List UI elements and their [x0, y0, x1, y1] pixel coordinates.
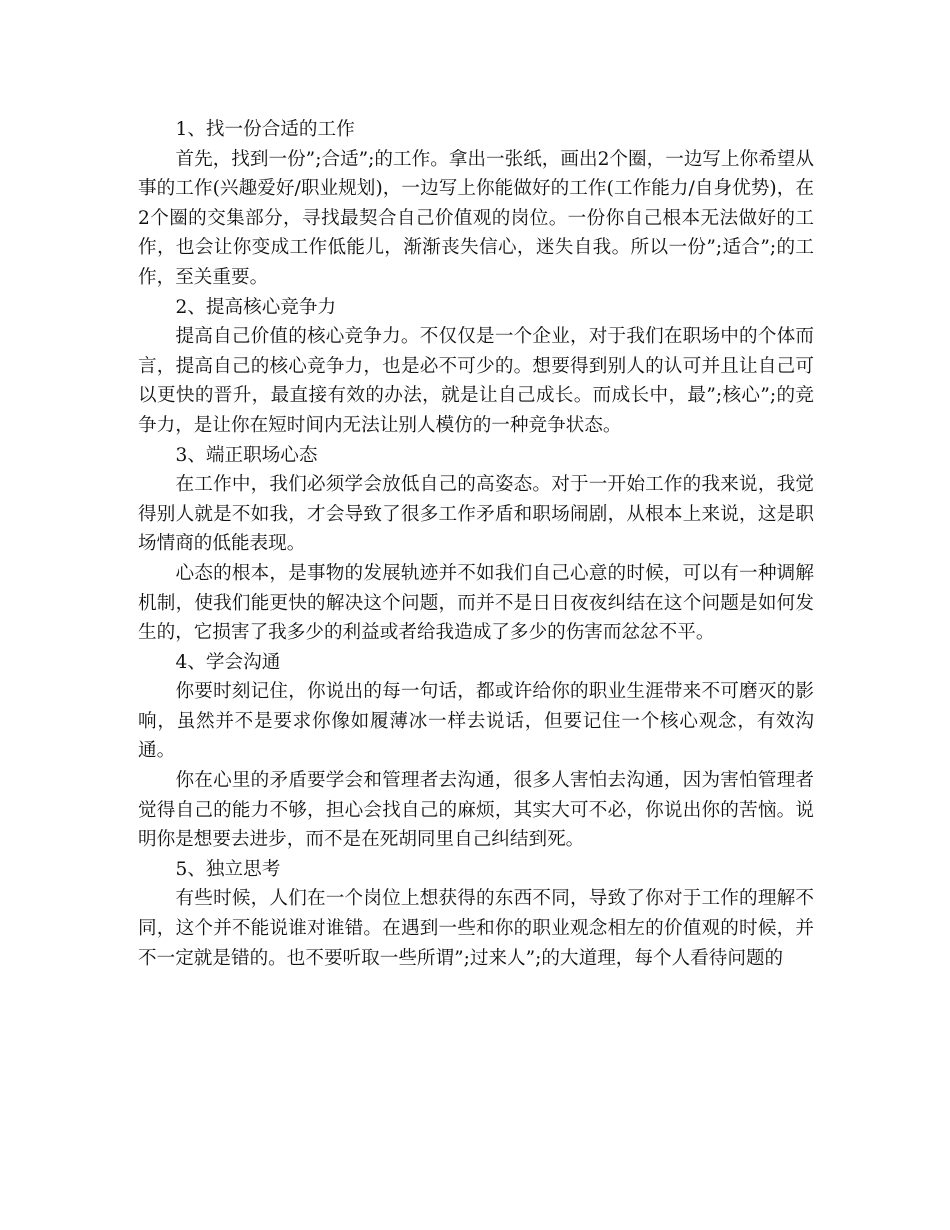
paragraph-mindset-root: 心态的根本，是事物的发展轨迹并不如我们自己心意的时候，可以有一种调解机制，使我们能更快的解决这个问题，而并不是日日夜夜纠结在这个问题是如何发生的，它损害了我多少的利益或者给我造成了多少的伤害而忿忿不平。 — [138, 562, 814, 644]
heading-workplace-mindset: 3、端正职场心态 — [175, 444, 318, 466]
heading-find-suitable-job: 1、找一份合适的工作 — [175, 119, 355, 140]
document-page — [138, 115, 814, 973]
paragraph-communicate-with-manager: 你在心里的矛盾要学会和管理者去沟通，很多人害怕去沟通，因为害怕管理者觉得自己的能力不够，担心会找自己的麻烦，其实大可不必，你说出你的苦恼。说明你是想要去进步，而不是在死胡同里自己纠结到死。 — [138, 770, 814, 851]
heading-communication: 4、学会沟通 — [175, 651, 281, 673]
paragraph-independent-thinking: 有些时候，人们在一个岗位上想获得的东西不同，导致了你对于工作的理解不同，这个并不能说谁对谁错。在遇到一些和你的职业观念相左的价值观的时候，并不一定就是错的。也不要听取一些所谓”;过来人”;的大道理，每个人看待问题的 — [138, 888, 814, 969]
paragraph-suitable-job: 首先，找到一份”;合适”;的工作。拿出一张纸，画出2个圈，一边写上你希望从事的工作(兴趣爱好/职业规划)，一边写上你能做好的工作(工作能力/自身优势)，在2个圈的交集部分，寻找最契合自己价值观的岗位。一份你自己根本无法做好的工作，也会让你变成工作低能儿，渐渐丧失信心，迷失自我。所以一份”;适合”;的工作，至关重要。 — [138, 148, 814, 288]
paragraph-workplace-mindset: 在工作中，我们必须学会放低自己的高姿态。对于一开始工作的我来说，我觉得别人就是不如我，才会导致了很多工作矛盾和职场闹剧，从根本上来说，这是职场情商的低能表现。 — [138, 474, 814, 555]
paragraph-communication: 你要时刻记住，你说出的每一句话，都或许给你的职业生涯带来不可磨灭的影响，虽然并不是要求你像如履薄冰一样去说话，但要记住一个核心观念，有效沟通。 — [138, 681, 814, 762]
heading-independent-thinking: 5、独立思考 — [175, 858, 281, 880]
heading-core-competitiveness: 2、提高核心竞争力 — [175, 296, 337, 318]
paragraph-core-competitiveness: 提高自己价值的核心竞争力。不仅仅是一个企业，对于我们在职场中的个体而言，提高自己的核心竞争力，也是必不可少的。想要得到别人的认可并且让自己可以更快的晋升，最直接有效的办法，就是让自己成长。而成长中，最”;核心”;的竞争力，是让你在短时间内无法让别人模仿的一种竞争状态。 — [138, 326, 814, 436]
